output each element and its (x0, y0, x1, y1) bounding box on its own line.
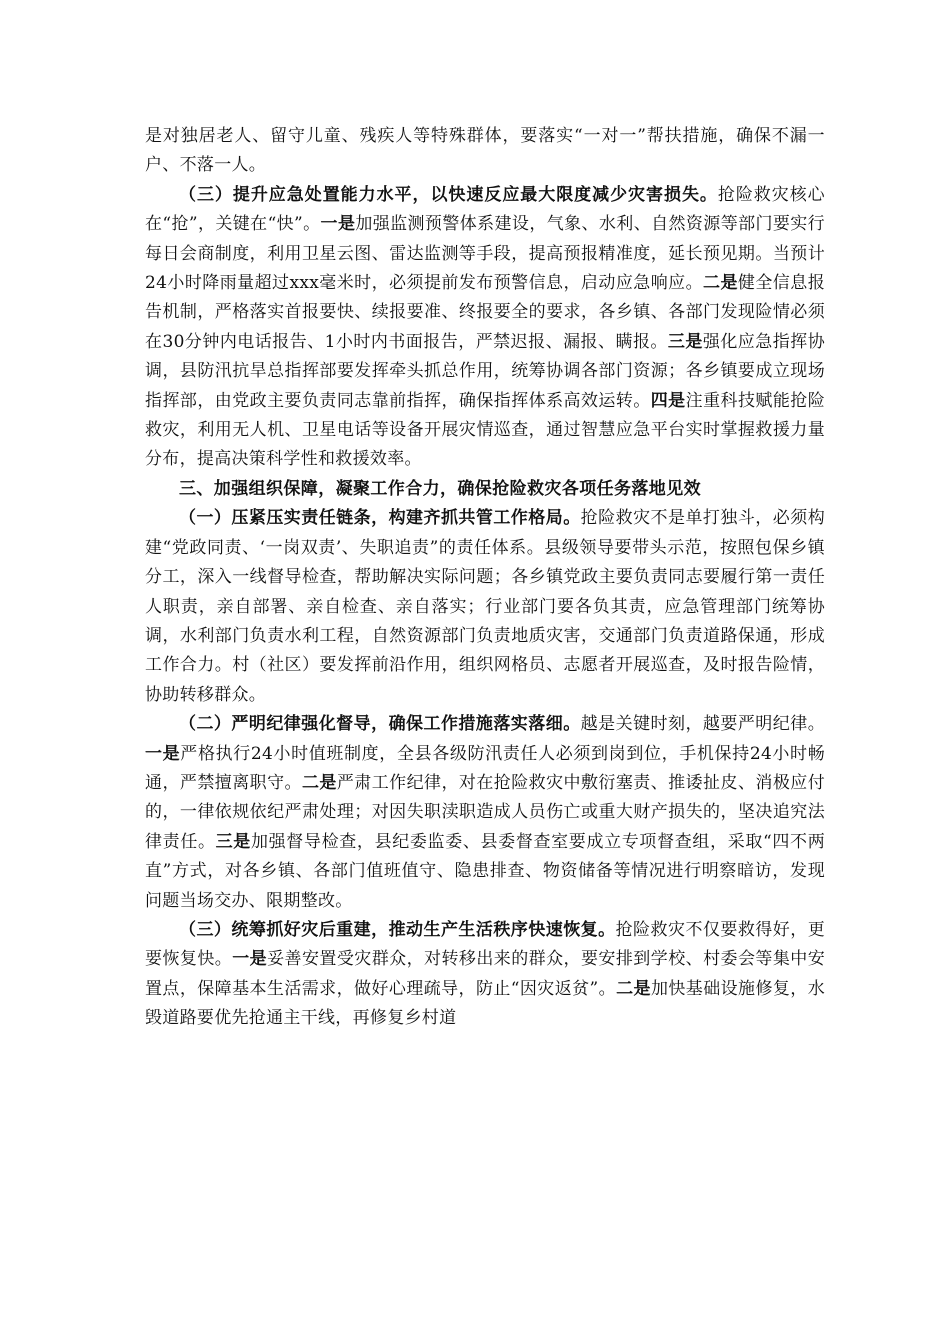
paragraph-text: 健全信息报告机制，严格落实首报要快、续报要准、终报要全的要求，各乡镇、各部门发现险情必须在30分钟内电话报告、1小时内书面报告，严禁迟报、漏报、瞒报。 (145, 273, 825, 352)
paragraph-text: 妥善安置受灾群众，对转移出来的群众，要安排到学校、村委会等集中安置点，保障基本生活需求，做好心理疏导，防止“因灾返贫”。 (145, 949, 826, 999)
paragraph-text: 加强督导检查，县纪委监委、县委督查室要成立专项督查组，采取“四不两直”方式，对各乡镇、各部门值班值守、隐患排查、物资储备等情况进行明察暗访，发现问题当场交办、限期整改。 (145, 831, 826, 911)
paragraph-responsibility (145, 504, 825, 710)
paragraph-text: 抢险救灾不是单打独斗，必须构建“党政同责、‘一岗双责’、失职追责”的责任体系。县级领导要带头示范，按照包保乡镇分工，深入一线督导检查，帮助解决实际问题；各乡镇党政主要负责同志要履行第一责任人职责，亲自部署、亲自检查、亲自落实；行业部门要各负其责，应急管理部门统筹协调，水利部门负责水利工程，自然资源部门负责地质灾害，交通部门负责道路保通，形成工作合力。村（社区）要发挥前沿作用，组织网格员、志愿者开展巡查，及时报告险情，协助转移群众。 (145, 508, 825, 705)
paragraph-lead: （一）压紧压实责任链条，构建齐抓共管工作格局。 (179, 508, 581, 529)
paragraph-lead: （二）严明纪律强化督导，确保工作措施落实落细。 (179, 714, 581, 735)
paragraph-lead: （三）统筹抓好灾后重建，推动生产生活秩序快速恢复。 (179, 919, 616, 940)
paragraph-text: 加强监测预警体系建设，气象、水利、自然资源等部门要实行每日会商制度，利用卫星云图、雷达监测等手段，提高预报精准度，延长预见期。当预计24小时降雨量超过xxx毫米时，必须提前发布预警信息，启动应急响应。 (145, 214, 825, 294)
ordinal-marker: 四是 (650, 390, 686, 411)
ordinal-marker: 三是 (215, 831, 251, 852)
ordinal-marker: 一是 (320, 214, 356, 235)
ordinal-marker: 二是 (616, 978, 651, 999)
section-heading: 三、加强组织保障，凝聚工作合力，确保抢险救灾各项任务落地见效 (179, 478, 701, 499)
paragraph-text: 抢险救灾核心在“抢”，关键在“快”。 (145, 184, 825, 235)
ordinal-marker: 二是 (703, 273, 738, 294)
paragraph-lead: （三）提升应急处置能力水平，以快速反应最大限度减少灾害损失。 (179, 184, 718, 205)
ordinal-marker: 一是 (232, 949, 268, 970)
paragraph-text: 加快基础设施修复，水毁道路要优先抢通主干线，再修复乡村道 (145, 978, 826, 1029)
paragraph-text: 强化应急指挥协调，县防汛抗旱总指挥部要发挥牵头抓总作用，统筹协调各部门资源；各乡镇要成立现场指挥部，由党政主要负责同志靠前指挥，确保指挥体系高效运转。 (145, 331, 825, 411)
paragraph-text: 严肃工作纪律，对在抢险救灾中敷衍塞责、推诿扯皮、消极应付的，一律依规依纪严肃处理；对因失职渎职造成人员伤亡或重大财产损失的，坚决追究法律责任。 (145, 772, 825, 852)
paragraph-discipline (145, 710, 825, 916)
paragraph-text: 是对独居老人、留守儿童、残疾人等特殊群体，要落实“一对一”帮扶措施，确保不漏一户、不落一人。 (145, 126, 825, 176)
ordinal-marker: 三是 (667, 331, 703, 352)
paragraph-continuation (145, 122, 825, 181)
ordinal-marker: 二是 (301, 772, 337, 793)
ordinal-marker: 一是 (145, 743, 181, 764)
paragraph-text: 注重科技赋能抢险救灾，利用无人机、卫星电话等设备开展灾情巡查，通过智慧应急平台实时掌握救援力量分布，提高决策科学性和救援效率。 (145, 390, 825, 470)
paragraph-emergency-response (145, 181, 825, 475)
paragraph-text: 严格执行24小时值班制度，全县各级防汛责任人必须到岗到位，手机保持24小时畅通，严禁擅离职守。 (145, 743, 825, 793)
paragraph-text: 越是关键时刻，越要严明纪律。 (580, 714, 825, 735)
paragraph-reconstruction (145, 916, 825, 1034)
paragraph-text: 抢险救灾不仅要救得好，更要恢复快。 (145, 919, 825, 970)
document-page (145, 122, 825, 1034)
